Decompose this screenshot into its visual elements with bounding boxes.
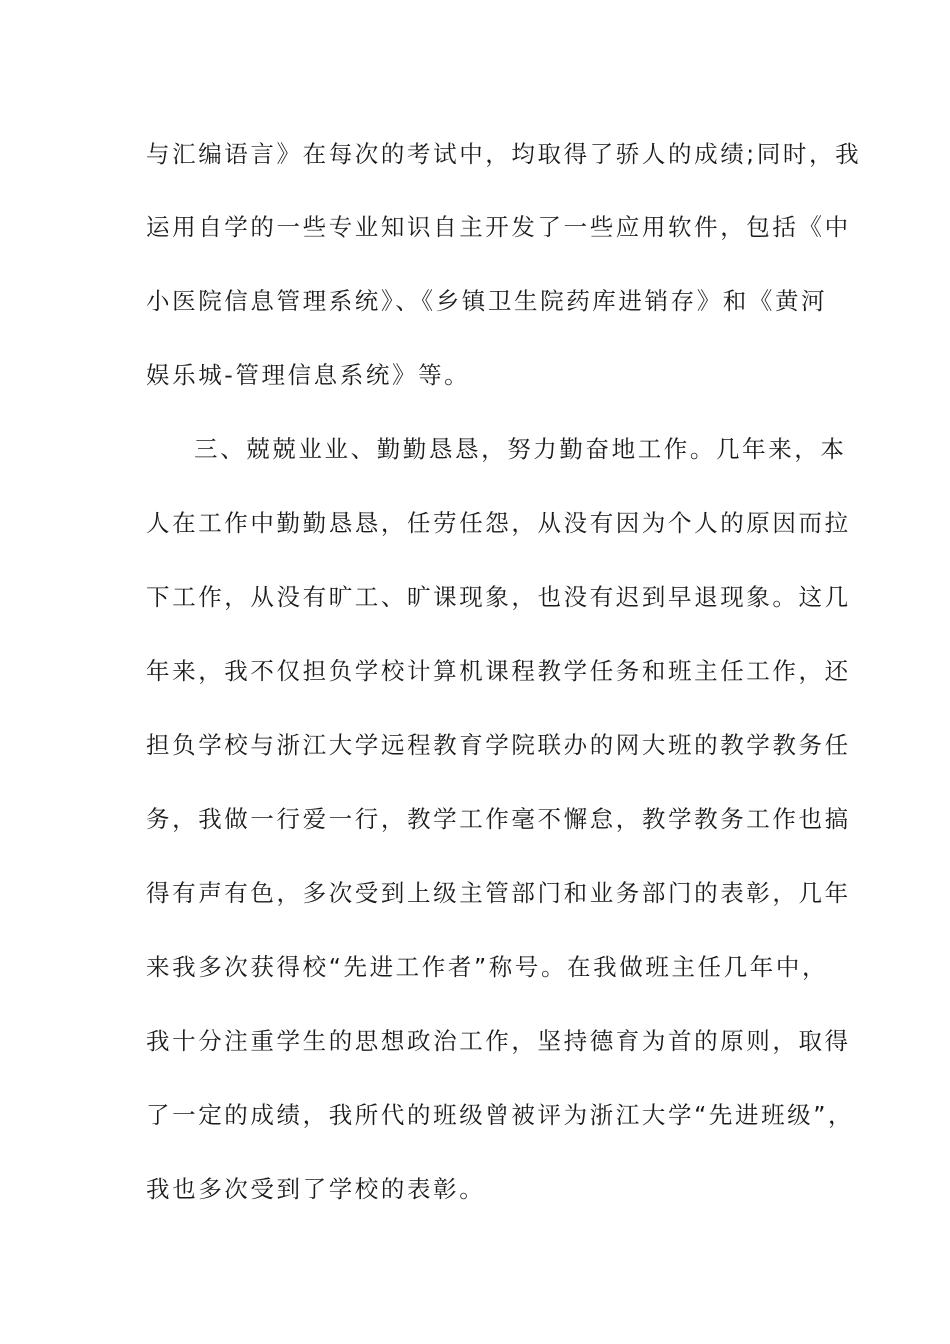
text-line: 年来，我不仅担负学校计算机课程教学任务和班主任工作，还 (146, 657, 851, 685)
text-line: 人在工作中勤勤恳恳，任劳任怨，从没有因为个人的原因而拉 (146, 509, 851, 537)
text-line: 娱乐城-管理信息系统》等。 (146, 361, 471, 389)
text-line: 我十分注重学生的思想政治工作，坚持德育为首的原则，取得 (146, 1027, 851, 1055)
paragraph-first-line: 三、兢兢业业、勤勤恳恳，努力勤奋地工作。几年来，本 (194, 435, 847, 463)
text-line: 小医院信息管理系统》、《乡镇卫生院药库进销存》和《黄河 (146, 287, 828, 315)
text-line: 来我多次获得校“先进工作者”称号。在我做班主任几年中， (146, 953, 829, 981)
text-line: 我也多次受到了学校的表彰。 (146, 1175, 486, 1203)
text-line: 得有声有色，多次受到上级主管部门和业务部门的表彰，几年 (146, 879, 851, 907)
text-line: 运用自学的一些专业知识自主开发了一些应用软件，包括《中 (146, 213, 851, 241)
text-line: 了一定的成绩，我所代的班级曾被评为浙江大学“先进班级”， (146, 1101, 855, 1129)
text-line: 下工作，从没有旷工、旷课现象，也没有迟到早退现象。这几 (146, 583, 851, 611)
text-line: 与汇编语言》在每次的考试中，均取得了骄人的成绩;同时，我 (146, 140, 862, 168)
text-line: 担负学校与浙江大学远程教育学院联办的网大班的教学教务任 (146, 731, 851, 759)
text-line: 务，我做一行爱一行，教学工作毫不懈怠，教学教务工作也搞 (146, 805, 851, 833)
